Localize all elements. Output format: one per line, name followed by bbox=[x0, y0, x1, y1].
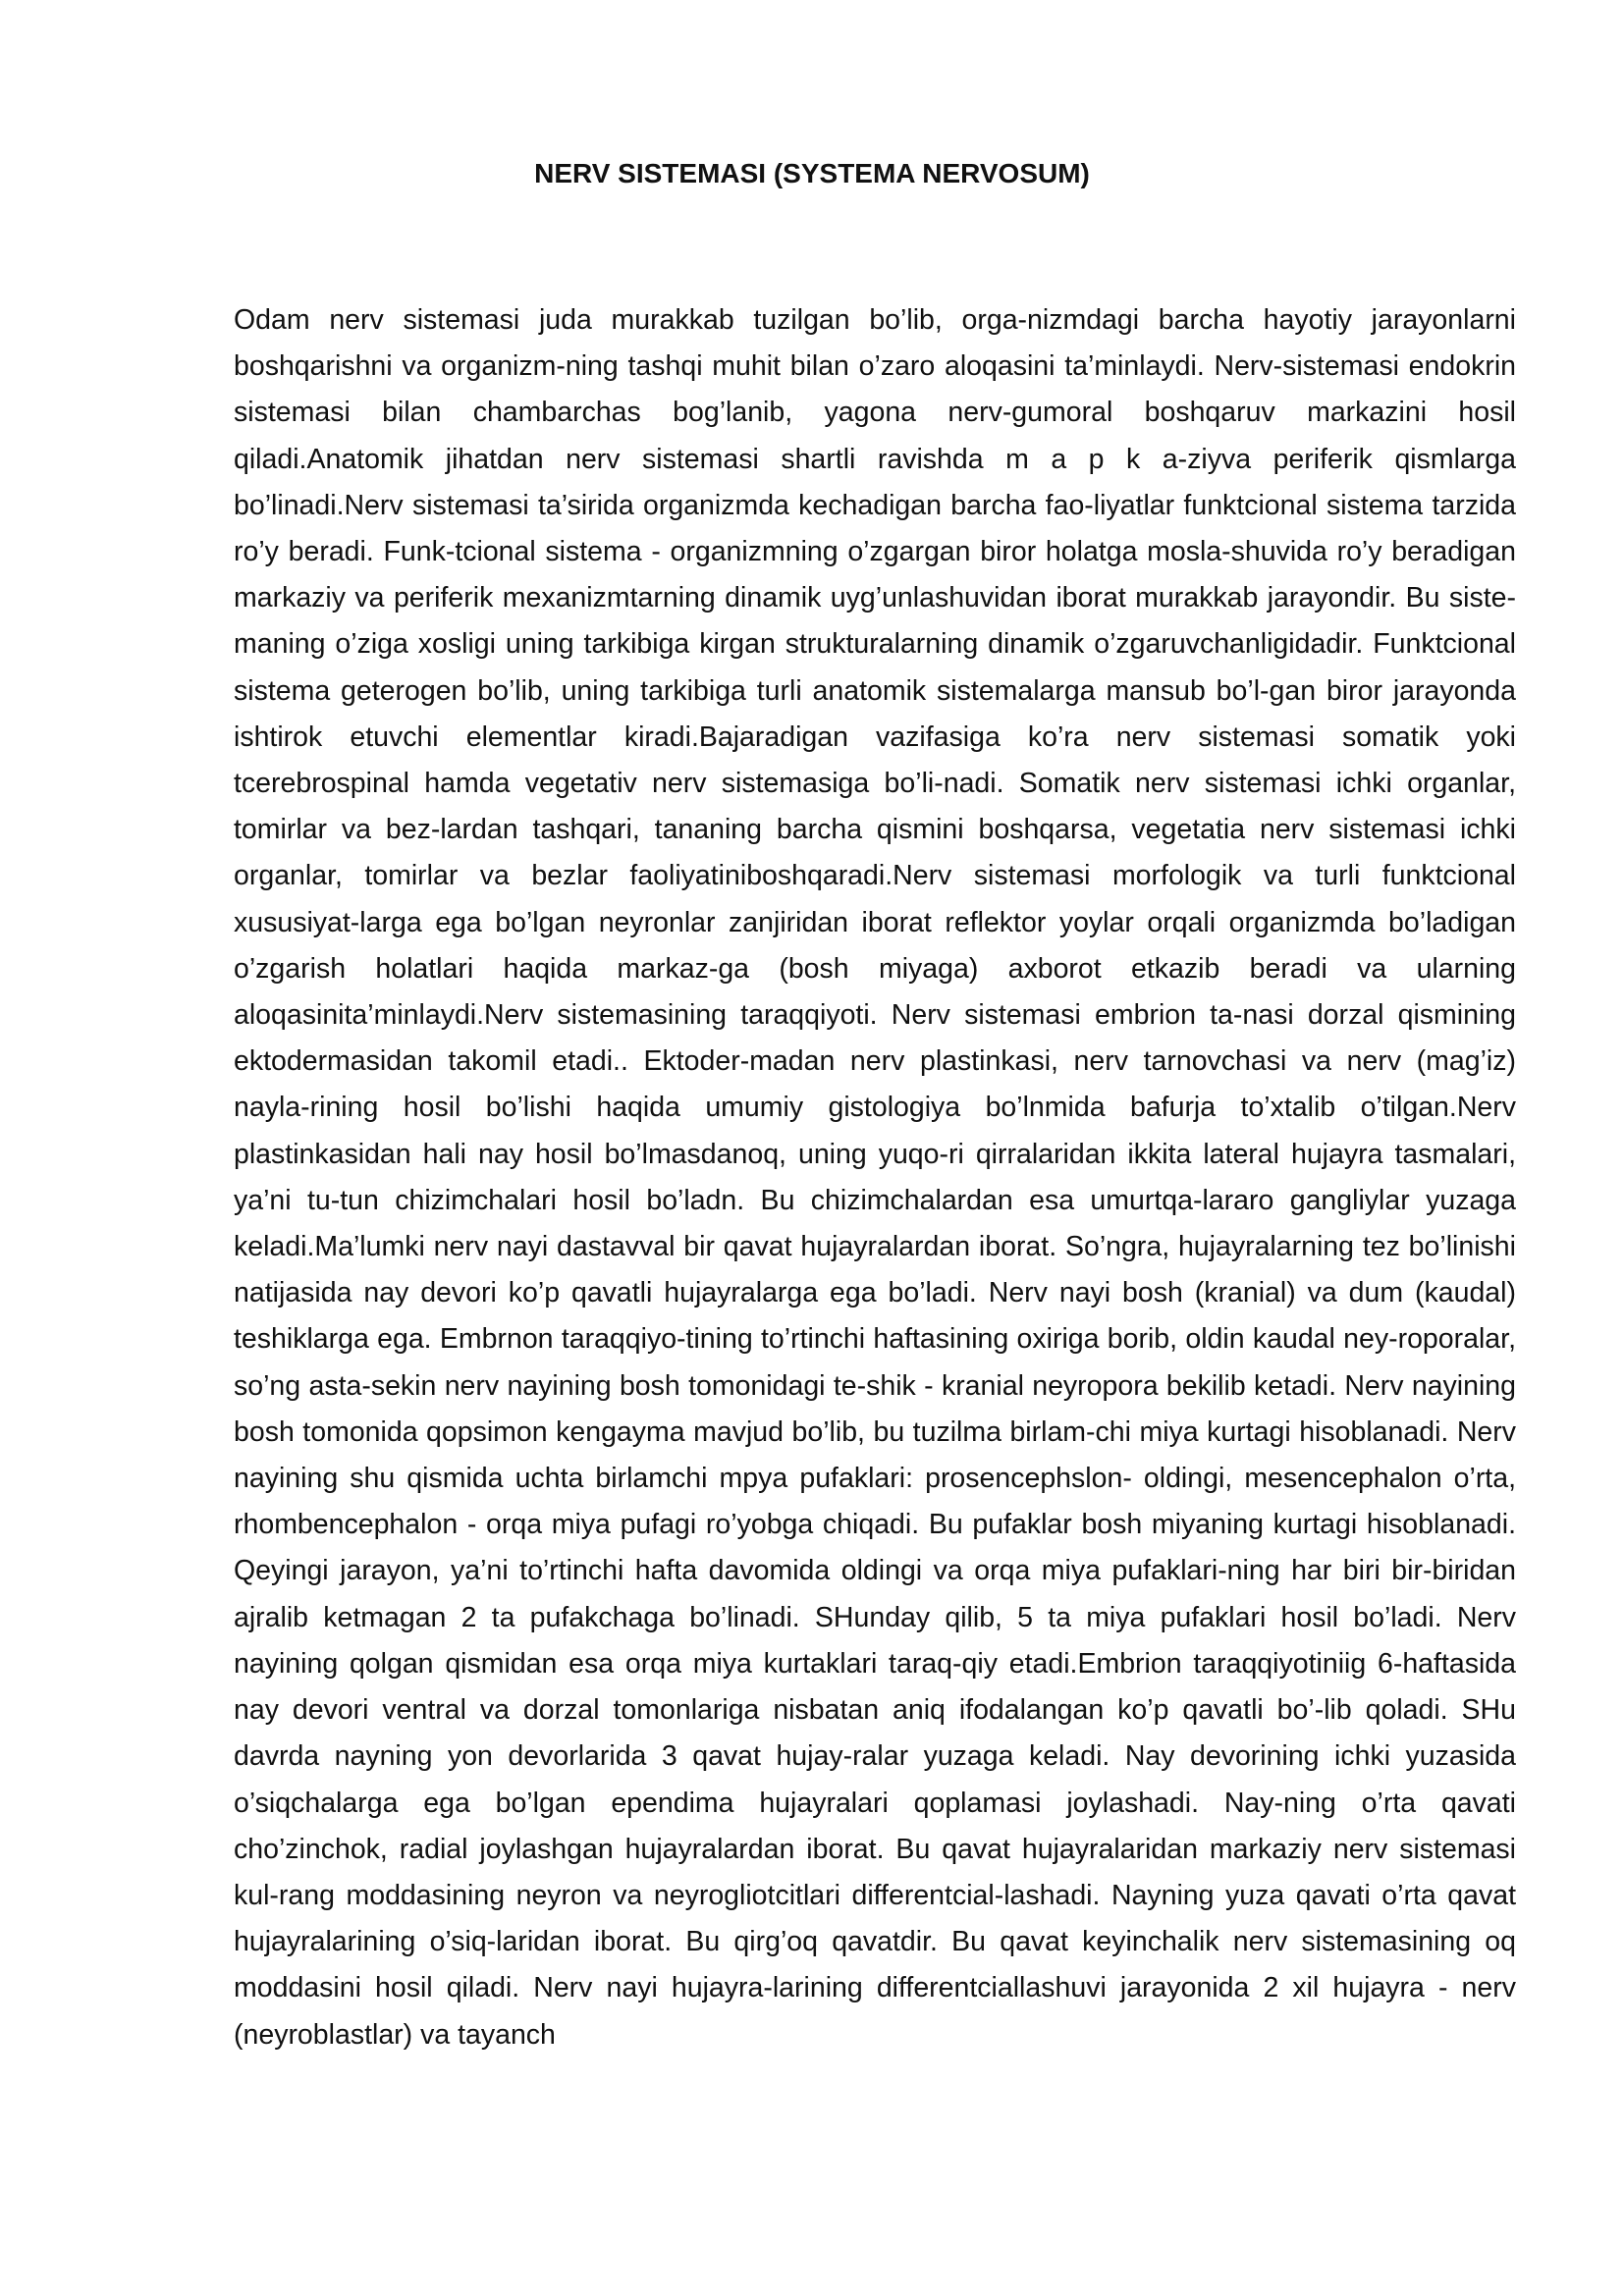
body-paragraph: Odam nerv sistemasi juda murakkab tuzilgan bo’lib, orga-nizmdagi barcha hayotiy jarayonlarni boshqarishni va organizm-ning tashqi muhit bilan o’zaro aloqasini ta’minlaydi. Nerv-sistemasi endokrin sistemasi bilan chambarchas bog’lanib, yagona nerv-gumoral boshqaruv markazini hosil qiladi.Anatomik jihatdan nerv sistemasi shartli ravishda m a p k a-ziyva periferik qismlarga bo’linadi.Nerv sistemasi ta’sirida organizmda kechadigan barcha fao-liyatlar funktcional sistema tarzida ro’y beradi. Funk-tcional sistema - organizmning o’zgargan biror holatga mosla-shuvida ro’y beradigan markaziy va periferik mexanizmtarning dinamik uyg’unlashuvidan iborat murakkab jarayondir. Bu siste-maning o’ziga xosligi uning tarkibiga kirgan strukturalarning dinamik o’zgaruvchanligidadir. Funktcional sistema geterogen bo’lib, uning tarkibiga turli anatomik sistemalarga mansub bo’l-gan biror jarayonda ishtirok etuvchi elementlar kiradi.Bajaradigan vazifasiga ko’ra nerv sistemasi somatik yoki tcerebrospinal hamda vegetativ nerv sistemasiga bo’li-nadi. Somatik nerv sistemasi ichki organlar, tomirlar va bez-lardan tashqari, tananing barcha qismini boshqarsa, vegetatia nerv sistemasi ichki organlar, tomirlar va bezlar faoliyatiniboshqaradi.Nerv sistemasi morfologik va turli funktcional xususiyat-larga ega bo’lgan neyronlar zanjiridan iborat reflektor yoylar orqali organizmda bo’ladigan o’zgarish holatlari haqida markaz-ga (bosh miyaga) axborot etkazib beradi va ularning aloqasinita’minlaydi.Nerv sistemasining taraqqiyoti. Nerv sistemasi embrion ta-nasi dorzal qismining ektodermasidan takomil etadi.. Ektoder-madan nerv plastinkasi, nerv tarnovchasi va nerv (mag’iz) nayla-rining hosil bo’lishi haqida umumiy gistologiya bo’lnmida bafurja to’xtalib o’tilgan.Nerv plastinkasidan hali nay hosil bo’lmasdanoq, uning yuqo-ri qirralaridan ikkita lateral hujayra tasmalari, ya’ni tu-tun chizimchalari hosil bo’ladn. Bu chizimchalardan esa umurtqa-lararo gangliylar yuzaga keladi.Ma’lumki nerv nayi dastavval bir qavat hujayralardan iborat. So’ngra, hujayralarning tez bo’linishi natijasida nay devori ko’p qavatli hujayralarga ega bo’ladi. Nerv nayi bosh (kranial) va dum (kaudal) teshiklarga ega. Embrnon taraqqiyo-tining to’rtinchi haftasining oxiriga borib, oldin kaudal ney-roporalar, so’ng asta-sekin nerv nayining bosh tomonidagi te-shik - kranial neyropora bekilib ketadi. Nerv nayining bosh tomonida qopsimon kengayma mavjud bo’lib, bu tuzilma birlam-chi miya kurtagi hisoblanadi. Nerv nayining shu qismida uchta birlamchi mpya pufaklari: prosencephslon- oldingi, mesencephalon o’rta, rhombencephalon - orqa miya pufagi ro’yobga chiqadi. Bu pufaklar bosh miyaning kurtagi hisoblanadi. Qeyingi jarayon, ya’ni to’rtinchi hafta davomida oldingi va orqa miya pufaklari-ning har biri bir-biridan ajralib ketmagan 2 ta pufakchaga bo’linadi. SHunday qilib, 5 ta miya pufaklari hosil bo’ladi. Nerv nayining qolgan qismidan esa orqa miya kurtaklari taraq-qiy etadi.Embrion taraqqiyotiniig 6-haftasida nay devori ventral va dorzal tomonlariga nisbatan aniq ifodalangan ko’p qavatli bo’-lib qoladi. SHu davrda nayning yon devorlarida 3 qavat hujay-ralar yuzaga keladi. Nay devorining ichki yuzasida o’siqchalarga ega bo’lgan ependima hujayralari qoplamasi joylashadi. Nay-ning o’rta qavati cho’zinchok, radial joylashgan hujayralardan iborat. Bu qavat hujayralaridan markaziy nerv sistemasi kul-rang moddasining neyron va neyrogliotcitlari differentcial-lashadi. Nayning yuza qavati o’rta qavat hujayralarining o’siq-laridan iborat. Bu qirg’oq qavatdir. Bu qavat keyinchalik nerv sistemasining oq moddasini hosil qiladi. Nerv nayi hujayra-larining differentciallashuvi jarayonida 2 xil hujayra - nerv (neyroblastlar) va tayanch bbox=[234, 304, 1516, 2051]
document-title: NERV SISTEMASI (SYSTEMA NERVOSUM) bbox=[534, 158, 1090, 188]
